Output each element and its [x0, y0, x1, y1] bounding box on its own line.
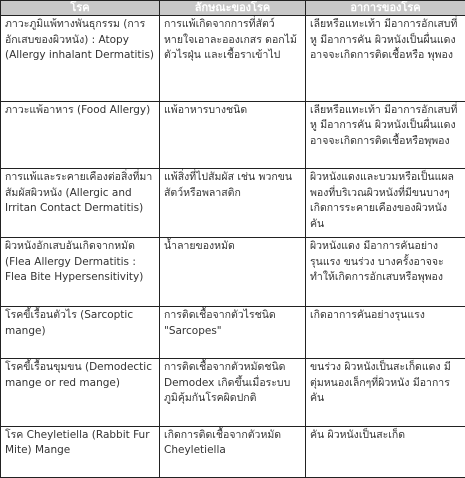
header-characteristics: ลักษณะของโรค — [160, 1, 306, 16]
header-symptoms: อาการของโรค — [306, 1, 465, 16]
disease-cell: การแพ้และระคายเคืองต่อสิ่งที่มาสัมผัสผิวหนัง (Allergic and Irritan Contact Dermatitis) — [1, 169, 160, 238]
table-row — [1, 238, 465, 307]
characteristics-cell: การติดเชื้อจากตัวหมัดชนิด Demodex เกิดขึ้นเมื่อระบบภูมิคุ้มกันโรคผิดปกติ — [160, 359, 306, 427]
table-row — [1, 359, 465, 427]
symptoms-cell: คัน ผิวหนังเป็นสะเก็ด — [306, 426, 465, 477]
characteristics-cell: การติดเชื้อจากตัวไรชนิด "Sarcopes" — [160, 306, 306, 358]
disease-cell: ผิวหนังอักเสบอันเกิดจากหมัด (Flea Allergy Dermatitis : Flea Bite Hypersensitivity) — [1, 238, 160, 307]
table-row — [1, 169, 465, 238]
disease-cell: โรค Cheyletiella (Rabbit Fur Mite) Mange — [1, 426, 160, 477]
symptoms-cell: เลียหรือแทะเท้า มีอาการอักเสบที่หู มีอาการคัน ผิวหนังเป็นผื่นแดง อาจจะเกิดการติดเชื้อหรือพุพอง — [306, 101, 465, 169]
table-row — [1, 426, 465, 477]
characteristics-cell: เกิดการติดเชื้อจากตัวหมัด Cheyletiella — [160, 426, 306, 477]
symptoms-cell: เกิดอาการคันอย่างรุนแรง — [306, 306, 465, 358]
disease-cell: ภาวะภูมิแพ้ทางพันธุกรรม (การอักเสบของผิวหนัง) : Atopy (Allergy inhalant Dermatitis) — [1, 16, 160, 102]
disease-cell: ภาวะแพ้อาหาร (Food Allergy) — [1, 101, 160, 169]
characteristics-cell: การแพ้เกิดจากการที่สัตว์หายใจเอาละอองเกสร ดอกไม้ ตัวไรฝุ่น และเชื้อราเข้าไป — [160, 16, 306, 102]
disease-cell: โรคขี้เรื้อนขุมขน (Demodectic mange or red mange) — [1, 359, 160, 427]
characteristics-cell: แพ้อาหารบางชนิด — [160, 101, 306, 169]
header-disease: โรค — [1, 1, 160, 16]
table-row — [1, 16, 465, 102]
symptoms-cell: เลียหรือแทะเท้า มีอาการอักเสบที่หู มีอาการคัน ผิวหนังเป็นผื่นแดง อาจจะเกิดการติดเชื้อหรือ พุพอง — [306, 16, 465, 102]
table-row — [1, 101, 465, 169]
characteristics-cell: น้ำลายของหมัด — [160, 238, 306, 307]
table-row — [1, 306, 465, 358]
symptoms-cell: ขนร่วง ผิวหนังเป็นสะเก็ดแดง มีตุ่มหนองเล็กๆที่ผิวหนัง มีอาการคัน — [306, 359, 465, 427]
symptoms-cell: ผิวหนังแดงและบวมหรือเป็นแผลพองที่บริเวณผิวหนังที่มีขนบางๆ เกิดการระคายเคืองของผิวหนัง คัน — [306, 169, 465, 238]
disease-cell: โรคขี้เรื้อนตัวไร (Sarcoptic mange) — [1, 306, 160, 358]
symptoms-cell: ผิวหนังแดง มีอาการคันอย่างรุนแรง ขนร่วง บางครั้งอาจจะทำให้เกิดการอักเสบหรือพุพอง — [306, 238, 465, 307]
table-header-row — [1, 1, 465, 16]
characteristics-cell: แพ้สิ่งที่ไปสัมผัส เช่น พวกขนสัตว์หรือพลาสติก — [160, 169, 306, 238]
